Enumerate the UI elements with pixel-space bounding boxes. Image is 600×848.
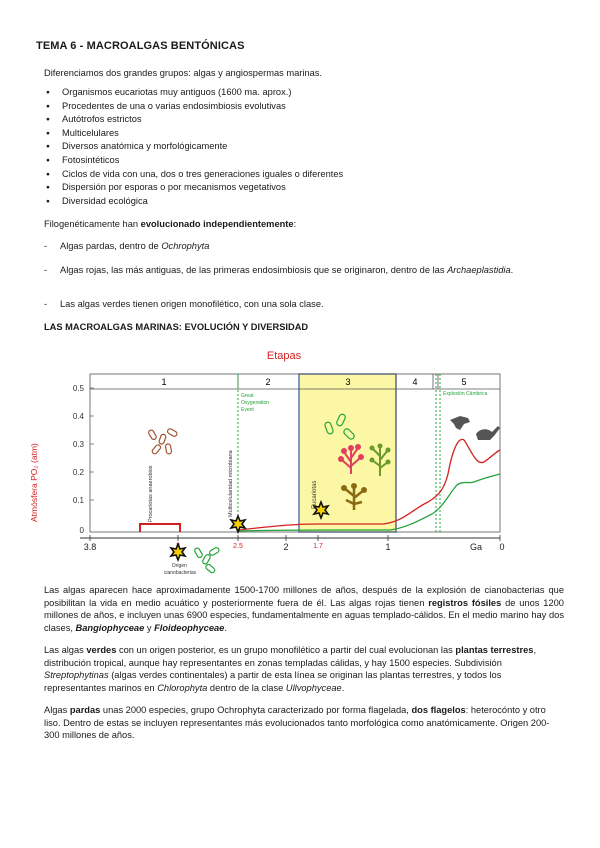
x-axis-label: Ga (469, 542, 483, 552)
x-tick-label: 3.8 (83, 542, 97, 552)
list-item: ● Autótrofos estrictos (44, 113, 343, 127)
list-item: ● Multicelulares (44, 127, 343, 141)
x-tick-label: 1.7 (313, 543, 323, 550)
phylogeny-intro: Filogenéticamente han evolucionado independientemente: (44, 219, 297, 229)
list-item: ● Organismos eucariotas muy antiguos (1600 ma. aprox.) (44, 86, 343, 100)
y-tick-label: 0 (79, 526, 84, 535)
multicellular-label: Multicelularidad microbiana (228, 450, 234, 517)
paragraph-brown-algae: Algas pardas unas 2000 especies, grupo Ochrophyta caracterizado por forma flagelada, dos flagelos: heterocónto y otro liso. Dentro de estas se incluyen representantes más evolucionados tanto morfológica como anatómicamente. Origen 200-300 millones de años. (44, 705, 550, 741)
characteristics-list (44, 86, 343, 208)
stage-label: 1 (161, 377, 167, 387)
bacteria-illustration (148, 428, 178, 455)
stage-label: 4 (412, 377, 418, 387)
star-icon (171, 544, 185, 560)
y-tick-label: 0.5 (72, 384, 84, 393)
stage-label: 5 (461, 377, 467, 387)
cyanobacteria-illustration (194, 547, 220, 574)
list-item: ● Procedentes de una o varias endosimbiosis evolutivas (44, 100, 343, 114)
dash-item-verdes: - Las algas verdes tienen origen monofilético, con una sola clase. (44, 299, 324, 309)
list-item: ● Fotosintéticos (44, 154, 343, 168)
intro-text: Diferenciamos dos grandes grupos: algas y angiospermas marinas. (44, 68, 323, 78)
stage-label: 3 (345, 377, 351, 387)
prokaryote-bracket (140, 524, 180, 532)
cyanobacteria-origin-label: Origen cianobacterias (163, 563, 197, 576)
dash-item-pardas: - Algas pardas, dentro de Ochrophyta (44, 241, 210, 251)
evolution-figure (28, 344, 528, 576)
y-axis-label: Atmósfera PO₂ (atm) (29, 443, 39, 522)
paragraph-green-algae: Las algas verdes con un origen posterior, es un grupo monofilético a partir del cual evolucionan las plantas terrestres, distribución tropical, aunque hay representantes en zonas templadas cálidas, y hay 1500 especies. Subdivisión Streptophytinas (algas verdes continentales) a partir de esta línea se originan las plantas terrestres, y todos los representantes marinos en Chlorophyta dentro de la clase Ullvophyceae. (44, 645, 537, 693)
stage-label: 2 (265, 377, 271, 387)
y-tick-label: 0.1 (72, 496, 84, 505)
goe-label: Great Oxygenation Event (241, 393, 270, 413)
list-item: ● Dispersión por esporas o por mecanismos vegetativos (44, 181, 343, 195)
page-title: TEMA 6 - MACROALGAS BENTÓNICAS (36, 40, 245, 52)
figure-title: Etapas (266, 350, 302, 362)
x-tick-label: 2 (283, 542, 289, 552)
prokaryotes-label: Procariotas anaerobios (148, 465, 154, 522)
dinosaur-illustration (450, 416, 500, 440)
list-item: ● Ciclos de vida con una, dos o tres generaciones iguales o diferentes (44, 168, 343, 182)
section-heading: LAS MACROALGAS MARINAS: EVOLUCIÓN Y DIVERSIDAD (44, 322, 309, 332)
list-item: ● Diversos anatómica y morfológicamente (44, 140, 343, 154)
eukaryotes-label: Eucariotas (312, 480, 318, 509)
x-tick-label: 1 (385, 542, 391, 552)
y-tick-label: 0.3 (72, 440, 84, 449)
y-tick-label: 0.4 (72, 412, 84, 421)
x-tick-label: 2.5 (233, 543, 243, 550)
cambrian-label: Explosión Cámbrica (443, 391, 488, 397)
paragraph-red-algae: Las algas aparecen hace aproximadamente 1500-1700 millones de años, después de la explosión de cianobacterias que posibilitan la vida en medio acuático y posteriormente fuera de él. Las algas rojas tienen registros fósiles de unos 1200 millones de años, e incluyen unas 6900 especies, fundamentalmente en aguas templado-cálidos. En el medio marino hay dos clases, Bangiophyceae y Floideophyceae. (44, 585, 564, 633)
list-item: ● Diversidad ecológica (44, 195, 343, 209)
x-tick-label: 0 (499, 542, 505, 552)
dash-item-rojas: - Algas rojas, las más antiguas, de las primeras endosimbiosis que se originaron, dentro de las Archaeplastidia. (44, 265, 514, 275)
y-tick-label: 0.2 (72, 468, 84, 477)
